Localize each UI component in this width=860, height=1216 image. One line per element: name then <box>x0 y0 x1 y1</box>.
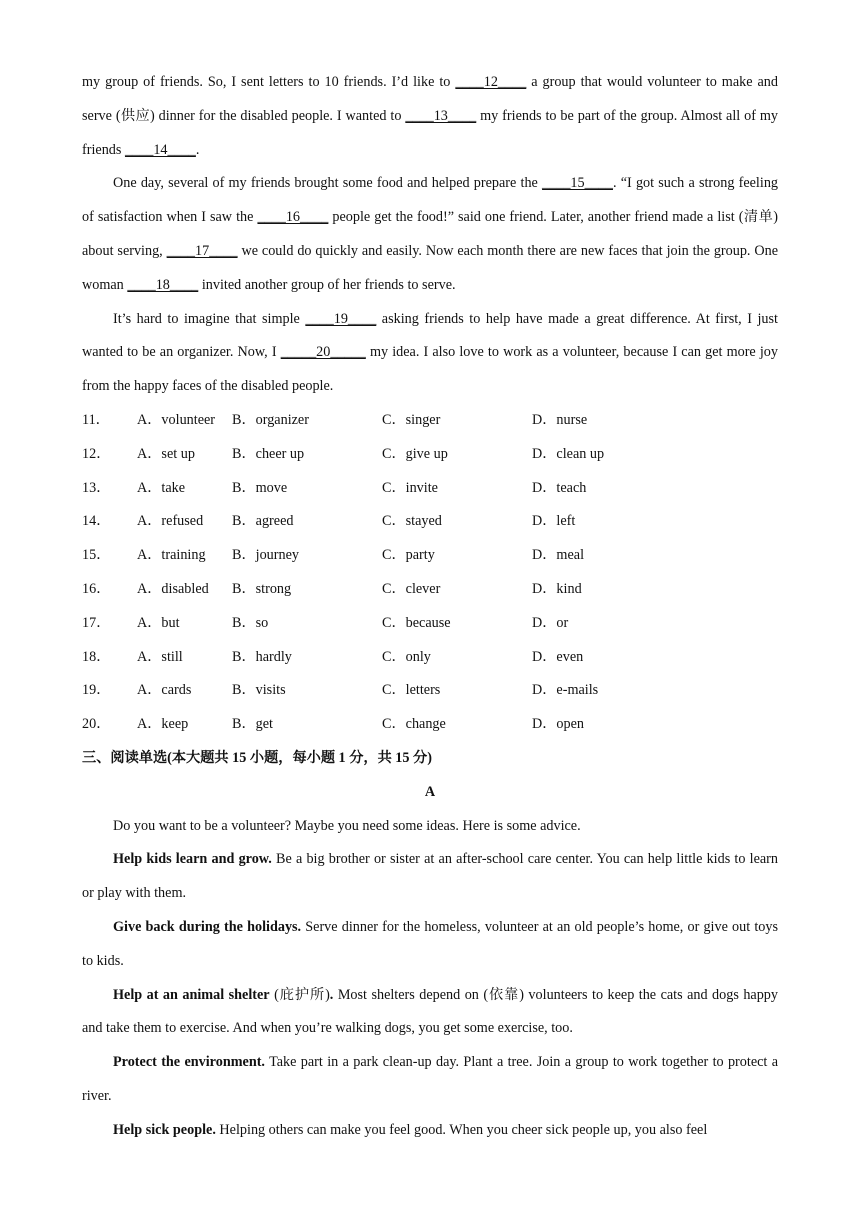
advice-heading-end: . <box>329 986 334 1003</box>
question-number: 18． <box>82 648 111 665</box>
question-row <box>82 674 778 708</box>
advice-body: Helping others can make you feel good. When you cheer sick people up, you also feel <box>215 1121 708 1138</box>
option-d: D．teach <box>532 479 587 496</box>
option-d: D．clean up <box>532 445 605 462</box>
option-b: B．get <box>232 716 273 733</box>
advice-heading: Help kids learn and grow. <box>113 851 272 868</box>
question-row <box>82 472 778 506</box>
question-row <box>82 641 778 675</box>
text-run: asking friends to help have made a great difference. At first, I just wanted to be an organizer. Now, I <box>82 310 778 361</box>
blank-20: _____20_____ <box>280 344 366 361</box>
text-run: . <box>195 141 200 158</box>
option-b: B．strong <box>232 580 292 597</box>
advice-heading: Protect the environment. <box>113 1054 265 1071</box>
option-a: A．but <box>137 614 180 631</box>
text-run: my idea. I also love to work as a volunteer, because I can get more joy from the happy faces of the disabled people. <box>82 344 778 395</box>
options-list <box>82 404 778 742</box>
question-number: 15． <box>82 547 111 564</box>
question-number: 13． <box>82 479 111 496</box>
question-row <box>82 539 778 573</box>
passage-label: A <box>424 783 436 800</box>
cloze-paragraph-3 <box>82 303 778 404</box>
advice-body: Take part in a park clean-up day. Plant a tree. Join a group to work together to protect a river. <box>82 1054 778 1104</box>
question-number: 12． <box>82 445 111 462</box>
option-d: D．open <box>532 716 585 733</box>
option-b: B．visits <box>232 682 286 699</box>
option-c: C．give up <box>382 445 448 462</box>
option-c: C．because <box>382 614 451 631</box>
blank-19: ____19____ <box>305 310 377 327</box>
cloze-paragraph-1 <box>82 66 778 167</box>
option-b: B．journey <box>232 547 299 564</box>
text-run: my friends to be part of the group. Almost all of my friends <box>82 107 778 158</box>
advice-heading: Give back during the holidays. <box>113 918 302 935</box>
text-run: people get the food!” said one friend. Later, another friend made a list (清单) about serving, <box>82 209 778 259</box>
blank-15: ____15____ <box>542 175 613 192</box>
option-d: D．kind <box>532 580 582 597</box>
question-row <box>82 404 778 438</box>
option-a: A．volunteer <box>137 411 216 428</box>
option-a: A．disabled <box>137 580 209 597</box>
question-row <box>82 708 778 742</box>
advice-gloss: (庇护所) <box>269 986 330 1003</box>
question-number: 17． <box>82 614 111 631</box>
question-row <box>82 505 778 539</box>
option-d: D．meal <box>532 547 585 564</box>
question-number: 11． <box>82 411 110 428</box>
option-a: A．still <box>137 648 183 665</box>
question-number: 16． <box>82 580 111 597</box>
blank-14: ____14____ <box>124 141 196 158</box>
blank-18: ____18____ <box>127 276 199 293</box>
question-row <box>82 438 778 472</box>
advice-paragraph <box>82 1046 778 1114</box>
option-a: A．keep <box>137 716 189 733</box>
option-d: D．left <box>532 513 576 530</box>
cloze-paragraph-2 <box>82 167 778 302</box>
option-b: B．move <box>232 479 288 496</box>
option-a: A．refused <box>137 513 204 530</box>
question-row <box>82 573 778 607</box>
blank-17: ____17____ <box>166 242 238 259</box>
question-number: 14． <box>82 513 111 530</box>
option-b: B．organizer <box>232 411 309 428</box>
option-c: C．stayed <box>382 513 442 530</box>
option-b: B．cheer up <box>232 445 305 462</box>
option-b: B．so <box>232 614 269 631</box>
text-run: invited another group of her friends to serve. <box>198 276 456 293</box>
advice-paragraph <box>82 843 778 911</box>
advice-body: Most shelters depend on (依靠) volunteers to keep the cats and dogs happy and take them to exercise. And when you’re walking dogs, you get some exercise, too. <box>82 986 778 1037</box>
option-c: C．invite <box>382 479 438 496</box>
text-run: One day, several of my friends brought some food and helped prepare the <box>113 175 543 192</box>
passage-intro: Do you want to be a volunteer? Maybe you need some ideas. Here is some advice. <box>113 817 581 834</box>
advice-heading: Help sick people. <box>113 1121 216 1138</box>
option-c: C．letters <box>382 682 441 699</box>
advice-paragraph <box>82 1114 778 1148</box>
text-run: a group that would volunteer to make and serve (供应) dinner for the disabled people. I wanted to <box>82 74 778 124</box>
option-c: C．singer <box>382 411 441 428</box>
option-d: D．even <box>532 648 584 665</box>
blank-13: ____13____ <box>405 107 477 124</box>
advice-heading: Help at an animal shelter <box>113 986 270 1003</box>
option-c: C．only <box>382 648 431 665</box>
advice-paragraph <box>82 911 778 979</box>
option-d: D．or <box>532 614 569 631</box>
option-c: C．party <box>382 547 435 564</box>
text-run: my group of friends. So, I sent letters to 10 friends. I’d like to <box>82 74 456 90</box>
advice-paragraph <box>82 979 778 1047</box>
advice-body: Be a big brother or sister at an after-school care center. You can help little kids to learn or play with them. <box>82 851 778 902</box>
blank-12: ____12____ <box>455 74 527 90</box>
section-title: 三、阅读单选(本大题共 15 小题，每小题 1 分，共 15 分) <box>82 749 432 766</box>
text-run: . “I got such a strong feeling of satisfaction when I saw the <box>82 175 779 226</box>
option-a: A．set up <box>137 445 195 462</box>
document-page <box>82 66 778 1148</box>
question-row <box>82 607 778 641</box>
text-run: It’s hard to imagine that simple <box>113 310 306 327</box>
option-d: D．e-mails <box>532 682 599 699</box>
option-a: A．take <box>137 479 186 496</box>
option-d: D．nurse <box>532 411 588 428</box>
option-a: A．cards <box>137 682 192 699</box>
advice-body: Serve dinner for the homeless, volunteer at an old people’s home, or give out toys to kids. <box>82 918 778 969</box>
option-c: C．change <box>382 716 446 733</box>
text-run: we could do quickly and easily. Now each month there are new faces that join the group. One woman <box>82 242 778 293</box>
blank-16: ____16____ <box>257 209 329 226</box>
option-c: C．clever <box>382 580 441 597</box>
option-b: B．hardly <box>232 648 292 665</box>
question-number: 19． <box>82 682 111 699</box>
question-number: 20． <box>82 716 111 733</box>
option-a: A．training <box>137 547 206 564</box>
option-b: B．agreed <box>232 513 294 530</box>
